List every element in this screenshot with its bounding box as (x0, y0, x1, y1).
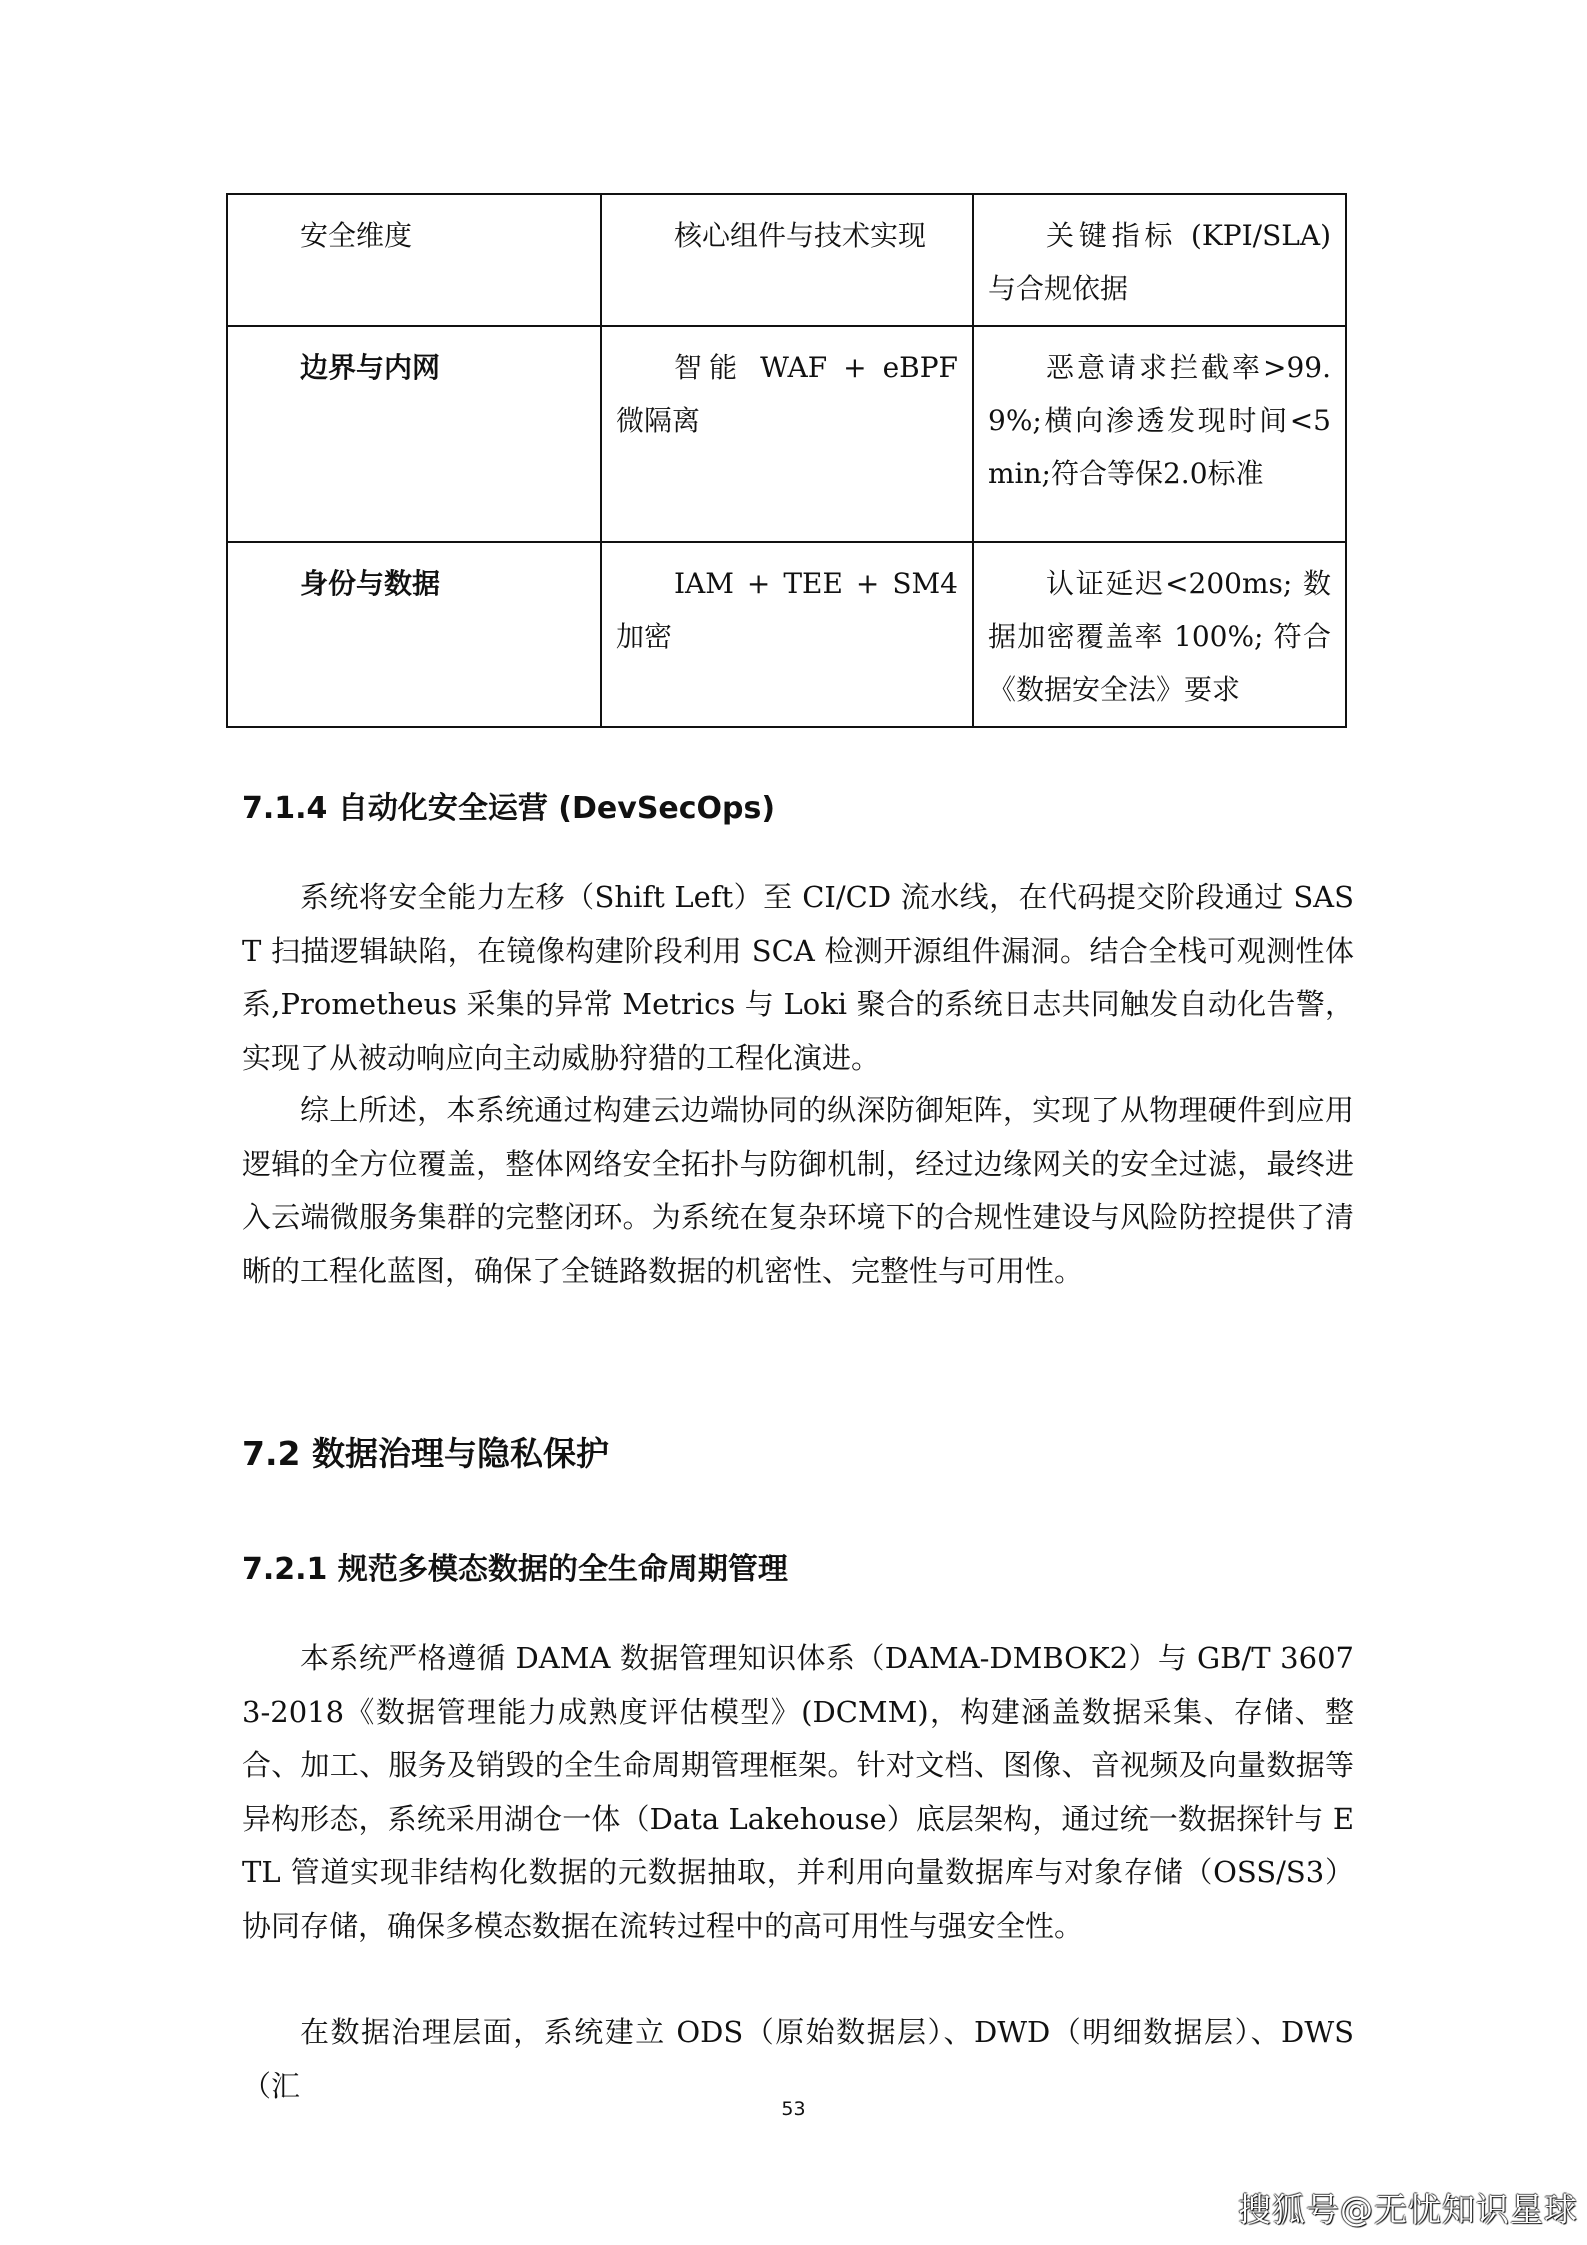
header-cell-dimension: 安全维度 (227, 194, 601, 326)
page-number: 53 (781, 2098, 806, 2120)
cell-components: 智能 WAF + eBPF 微隔离 (601, 326, 973, 542)
security-dimension-table (226, 193, 1347, 728)
paragraph-governance: 在数据治理层面，系统建立 ODS（原始数据层）、DWD（明细数据层）、DWS（汇 (242, 2015, 1354, 2103)
watermark: 搜狐号@无忧知识星球 (1238, 2190, 1578, 2229)
section-heading-7-2: 7.2 数据治理与隐私保护 (242, 1434, 609, 1473)
cell-dimension: 边界与内网 (227, 326, 601, 542)
cell-dimension: 身份与数据 (227, 542, 601, 727)
section-heading-7-1-4: 7.1.4 自动化安全运营 (DevSecOps) (242, 791, 776, 826)
header-cell-components: 核心组件与技术实现 (601, 194, 973, 326)
cell-components: IAM + TEE + SM4 加密 (601, 542, 973, 727)
header-cell-kpi: 关键指标 (KPI/SLA) 与合规依据 (973, 194, 1346, 326)
cell-kpi: 认证延迟<200ms; 数据加密覆盖率 100%; 符合《数据安全法》要求 (973, 542, 1346, 727)
table-row (227, 326, 1346, 542)
table-header-row (227, 194, 1346, 326)
table-row (227, 542, 1346, 727)
section-heading-7-2-1: 7.2.1 规范多模态数据的全生命周期管理 (242, 1552, 788, 1587)
paragraph-devsecops: 系统将安全能力左移（Shift Left）至 CI/CD 流水线，在代码提交阶段通过 SAST 扫描逻辑缺陷，在镜像构建阶段利用 SCA 检测开源组件漏洞。结合全栈可观测性体系,Prometheus 采集的异常 Metrics 与 Loki 聚合的系统日志共同触发自动化告警，实现了从被动响应向主动威胁狩猎的工程化演进。 (242, 880, 1354, 1075)
paragraph-summary: 综上所述，本系统通过构建云边端协同的纵深防御矩阵，实现了从物理硬件到应用逻辑的全方位覆盖，整体网络安全拓扑与防御机制，经过边缘网关的安全过滤，最终进入云端微服务集群的完整闭环。为系统在复杂环境下的合规性建设与风险防控提供了清晰的工程化蓝图，确保了全链路数据的机密性、完整性与可用性。 (242, 1093, 1354, 1288)
paragraph-lifecycle: 本系统严格遵循 DAMA 数据管理知识体系（DAMA-DMBOK2）与 GB/T 36073-2018《数据管理能力成熟度评估模型》(DCMM)，构建涵盖数据采集、存储、整合、加工、服务及销毁的全生命周期管理框架。针对文档、图像、音视频及向量数据等异构形态，系统采用湖仓一体（Data Lakehouse）底层架构，通过统一数据探针与 ETL 管道实现非结构化数据的元数据抽取，并利用向量数据库与对象存储（OSS/S3）协同存储，确保多模态数据在流转过程中的高可用性与强安全性。 (242, 1641, 1354, 1943)
cell-kpi: 恶意请求拦截率>99.9%;横向渗透发现时间<5min;符合等保2.0标准 (973, 326, 1346, 542)
